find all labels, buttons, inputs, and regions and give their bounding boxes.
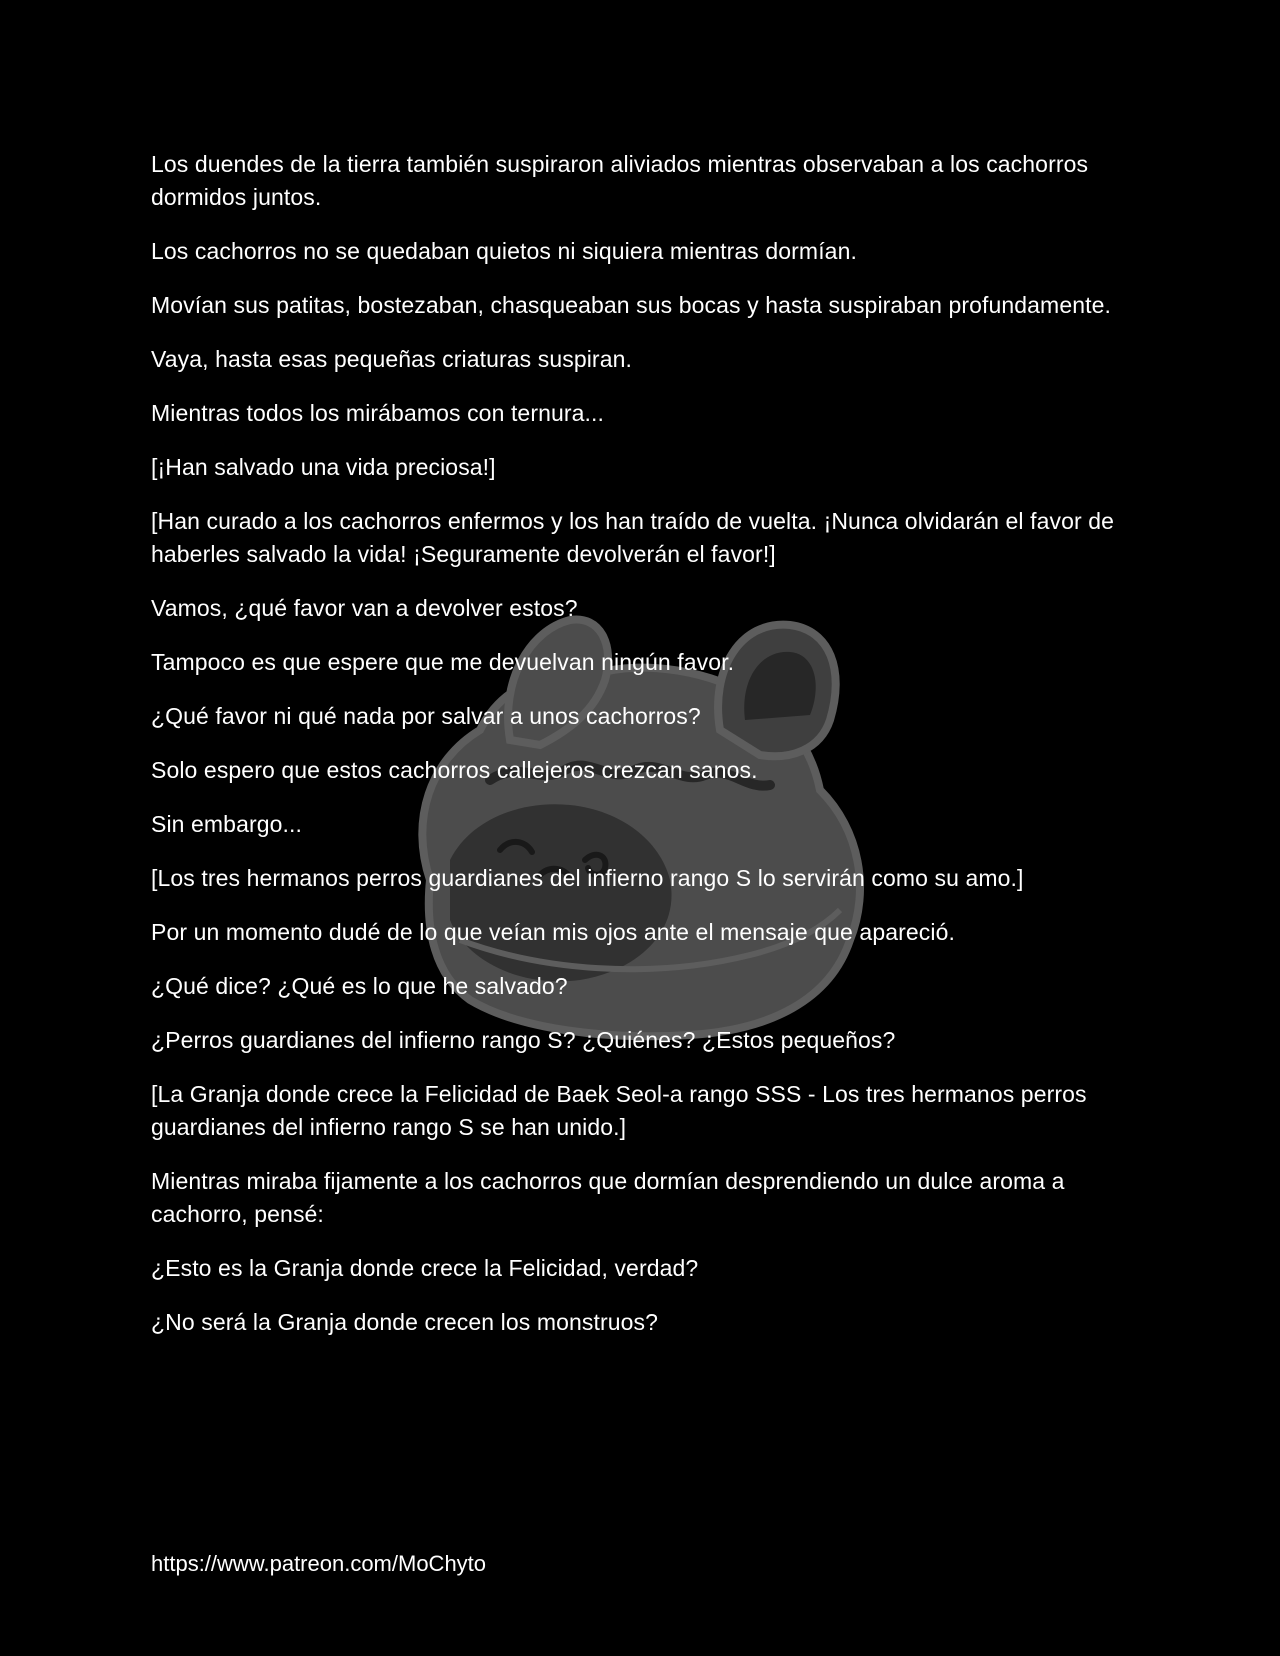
system-message: [¡Han salvado una vida preciosa!] (151, 454, 496, 480)
paragraph: Mientras todos los mirábamos con ternura... (151, 400, 604, 426)
system-message: [Han curado a los cachorros enfermos y los han traído de vuelta. ¡Nunca olvidarán el favor de haberles salvado la vida! ¡Seguramente devolverán el favor!] (151, 508, 1115, 567)
paragraph: Movían sus patitas, bostezaban, chasqueaban sus bocas y hasta suspiraban profundamente. (151, 292, 1111, 318)
paragraph: ¿Perros guardianes del infierno rango S? ¿Quiénes? ¿Estos pequeños? (151, 1027, 896, 1053)
paragraph: ¿Qué dice? ¿Qué es lo que he salvado? (151, 973, 568, 999)
paragraph: ¿No será la Granja donde crecen los monstruos? (151, 1309, 659, 1335)
paragraph: Mientras miraba fijamente a los cachorros que dormían desprendiendo un dulce aroma a cachorro, pensé: (151, 1168, 1065, 1227)
paragraph: ¿Esto es la Granja donde crece la Felicidad, verdad? (151, 1255, 699, 1281)
paragraph: Solo espero que estos cachorros callejeros crezcan sanos. (151, 757, 758, 783)
paragraph: Sin embargo... (151, 811, 302, 837)
paragraph: Por un momento dudé de lo que veían mis ojos ante el mensaje que apareció. (151, 919, 955, 945)
story-text (151, 148, 1131, 1360)
paragraph: Vaya, hasta esas pequeñas criaturas suspiran. (151, 346, 632, 372)
system-message: [Los tres hermanos perros guardianes del infierno rango S lo servirán como su amo.] (151, 865, 1024, 891)
paragraph: Los duendes de la tierra también suspiraron aliviados mientras observaban a los cachorros dormidos juntos. (151, 151, 1089, 210)
system-message: [La Granja donde crece la Felicidad de Baek Seol-a rango SSS - Los tres hermanos perros guardianes del infierno rango S se han unido.] (151, 1081, 1087, 1140)
paragraph: Los cachorros no se quedaban quietos ni siquiera mientras dormían. (151, 238, 857, 264)
paragraph: ¿Qué favor ni qué nada por salvar a unos cachorros? (151, 703, 701, 729)
paragraph: Vamos, ¿qué favor van a devolver estos? (151, 595, 578, 621)
paragraph: Tampoco es que espere que me devuelvan ningún favor. (151, 649, 735, 675)
patreon-link[interactable]: https://www.patreon.com/MoChyto (151, 1551, 487, 1576)
